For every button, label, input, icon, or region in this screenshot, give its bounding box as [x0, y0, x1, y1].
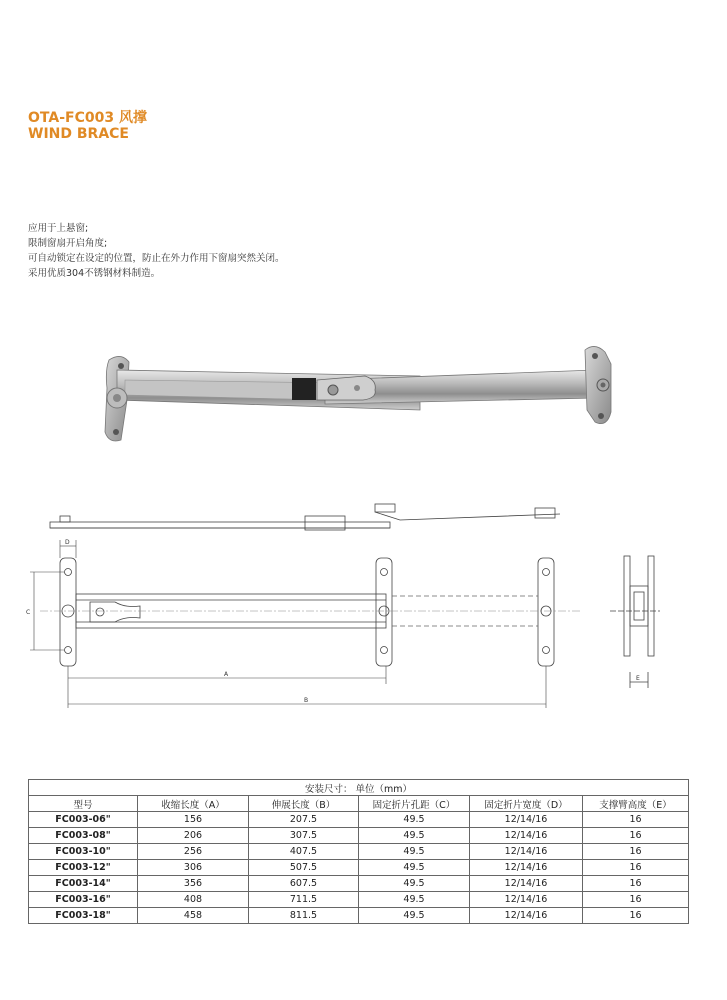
column-header: 支撑臂高度（E）	[583, 796, 689, 812]
dimension-label-e: E	[636, 675, 640, 682]
feature-item: 应用于上悬窗;	[28, 223, 89, 234]
table-cell: 507.5	[249, 860, 359, 876]
product-title-line1: OTA-FC003 风撑	[28, 110, 147, 126]
table-cell: 16	[583, 860, 689, 876]
model-cell: FC003-16"	[29, 892, 138, 908]
feature-item: 可自动锁定在设定的位置，防止在外力作用下窗扇突然关闭。	[28, 253, 285, 264]
table-cell: 49.5	[359, 892, 470, 908]
table-cell: 16	[583, 876, 689, 892]
model-cell: FC003-14"	[29, 876, 138, 892]
table-cell: 16	[583, 828, 689, 844]
product-photo	[95, 340, 625, 450]
table-cell: 207.5	[249, 812, 359, 828]
table-cell: 408	[138, 892, 249, 908]
table-cell: 49.5	[359, 844, 470, 860]
table-cell: 156	[138, 812, 249, 828]
feature-list	[28, 221, 285, 281]
table-cell: 607.5	[249, 876, 359, 892]
technical-drawing	[20, 496, 660, 716]
table-cell: 49.5	[359, 828, 470, 844]
table-cell: 206	[138, 828, 249, 844]
table-cell: 49.5	[359, 860, 470, 876]
table-cell: 12/14/16	[470, 860, 583, 876]
model-cell: FC003-10"	[29, 844, 138, 860]
table-cell: 16	[583, 844, 689, 860]
table-row	[29, 892, 689, 908]
table-cell: 307.5	[249, 828, 359, 844]
table-cell: 711.5	[249, 892, 359, 908]
feature-item: 采用优质304不锈钢材料制造。	[28, 268, 161, 279]
table-cell: 16	[583, 908, 689, 924]
column-header: 固定折片孔距（C）	[359, 796, 470, 812]
table-cell: 12/14/16	[470, 876, 583, 892]
column-header: 收缩长度（A）	[138, 796, 249, 812]
model-cell: FC003-06"	[29, 812, 138, 828]
dimension-label-b: B	[304, 697, 309, 704]
table-cell: 49.5	[359, 908, 470, 924]
table-cell: 16	[583, 812, 689, 828]
model-cell: FC003-18"	[29, 908, 138, 924]
table-header-row	[29, 796, 689, 812]
table-cell: 12/14/16	[470, 908, 583, 924]
model-cell: FC003-08"	[29, 828, 138, 844]
product-title	[28, 110, 147, 142]
table-cell: 49.5	[359, 812, 470, 828]
table-cell: 407.5	[249, 844, 359, 860]
column-header: 型号	[29, 796, 138, 812]
spec-table	[28, 779, 689, 924]
table-row	[29, 908, 689, 924]
table-row	[29, 844, 689, 860]
table-cell: 12/14/16	[470, 828, 583, 844]
product-title-line2: WIND BRACE	[28, 126, 129, 142]
table-cell: 12/14/16	[470, 812, 583, 828]
table-cell: 306	[138, 860, 249, 876]
table-cell: 16	[583, 892, 689, 908]
model-cell: FC003-12"	[29, 860, 138, 876]
feature-item: 限制窗扇开启角度;	[28, 238, 108, 249]
table-row	[29, 876, 689, 892]
table-cell: 256	[138, 844, 249, 860]
table-row	[29, 812, 689, 828]
table-cell: 458	[138, 908, 249, 924]
table-cell: 49.5	[359, 876, 470, 892]
table-cell: 356	[138, 876, 249, 892]
table-cell: 811.5	[249, 908, 359, 924]
table-cell: 12/14/16	[470, 892, 583, 908]
table-row	[29, 860, 689, 876]
table-cell: 12/14/16	[470, 844, 583, 860]
dimension-label-d: D	[65, 539, 70, 546]
dimension-label-a: A	[224, 671, 229, 678]
table-row	[29, 828, 689, 844]
table-caption: 安装尺寸： 单位（mm）	[29, 780, 689, 796]
column-header: 固定折片宽度（D）	[470, 796, 583, 812]
dimension-label-c: C	[26, 609, 31, 616]
column-header: 伸展长度（B）	[249, 796, 359, 812]
